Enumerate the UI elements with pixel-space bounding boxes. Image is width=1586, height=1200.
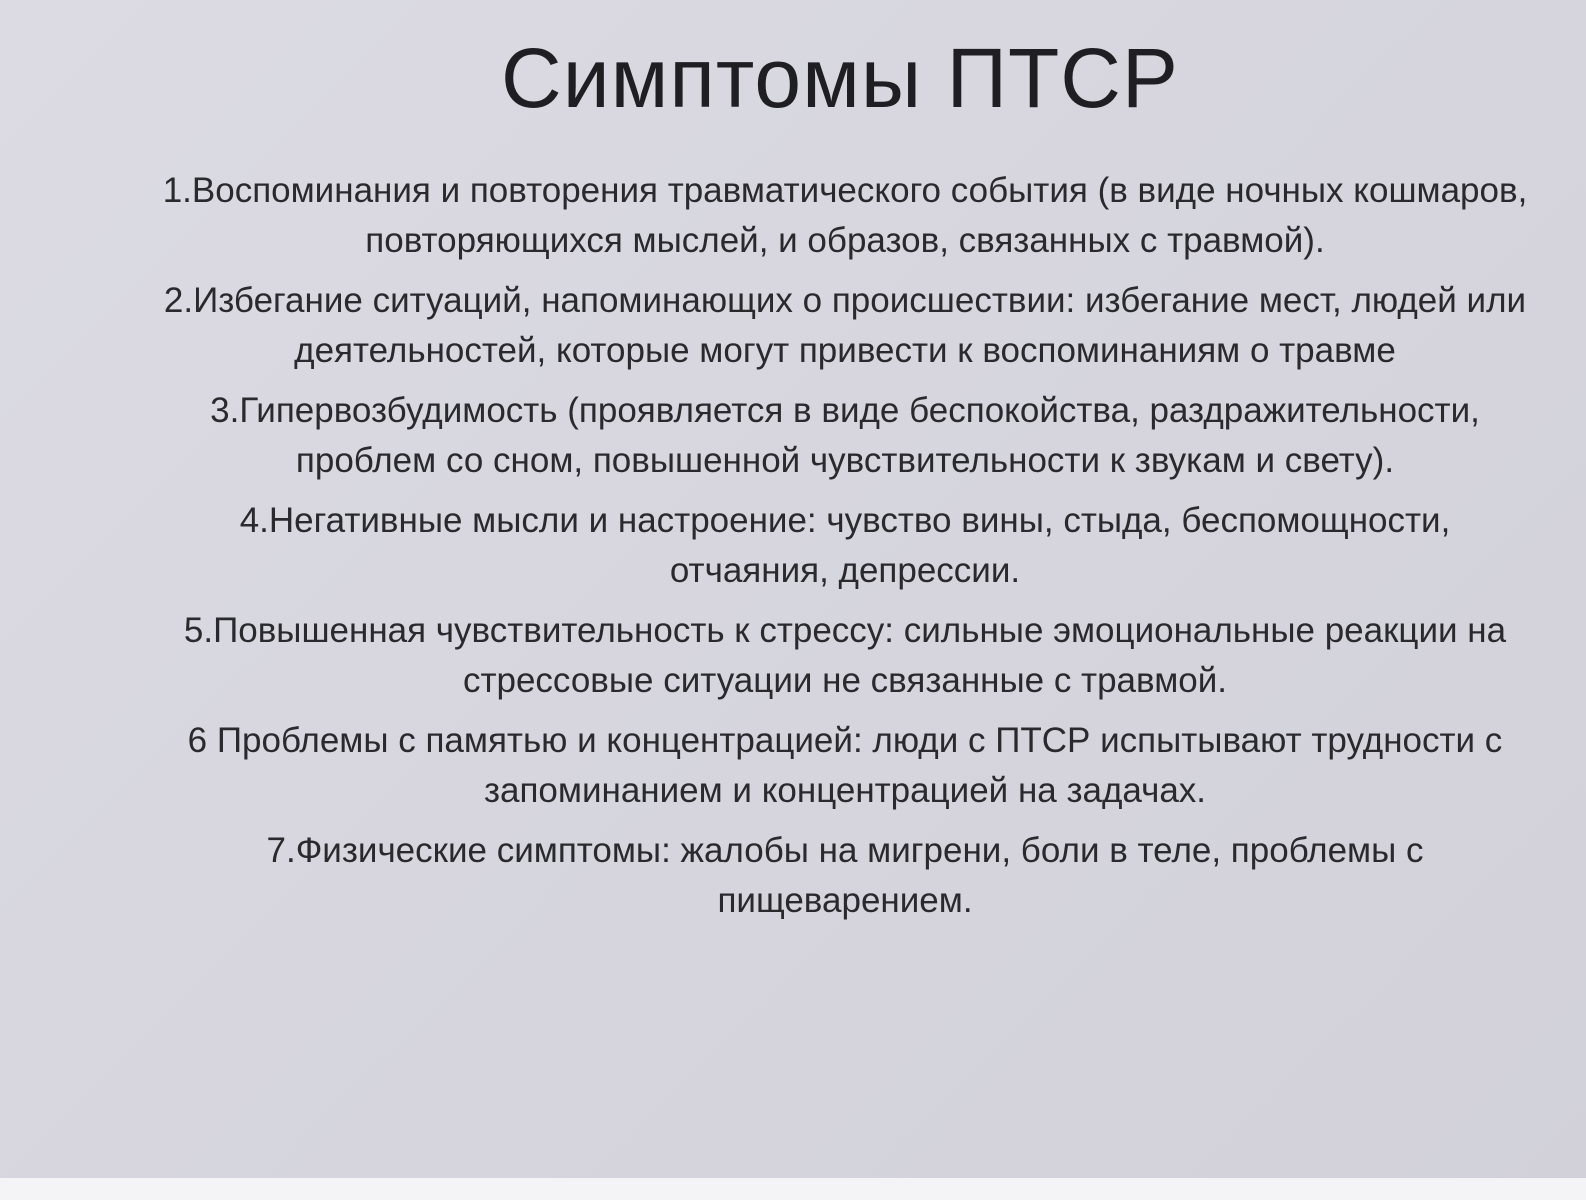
symptom-item-6: 6 Проблемы с памятью и концентрацией: люди с ПТСР испытывают трудности с запоминанием и концентрацией на задачах.: [187, 721, 1503, 810]
symptom-item-4: 4.Негативные мысли и настроение: чувство вины, стыда, беспомощности, отчаяния, депрессии.: [239, 501, 1451, 590]
symptom-item-7: 7.Физические симптомы: жалобы на мигрени, боли в теле, проблемы с пищеварением.: [266, 831, 1424, 920]
symptom-item-3: 3.Гипервозбудимость (проявляется в виде беспокойства, раздражительности, проблем со сном, повышенной чувствительности к звукам и свету).: [210, 391, 1480, 480]
document-title: Симптомы ПТСР: [501, 31, 1179, 125]
desk-surface: [0, 1178, 1586, 1200]
symptom-item-2: 2.Избегание ситуаций, напоминающих о происшествии: избегание мест, людей или деятельностей, которые могут привести к воспоминаниям о травме: [163, 281, 1527, 370]
symptom-item-1: 1.Воспоминания и повторения травматического события (в виде ночных кошмаров, повторяющихся мыслей, и образов, связанных с травмой).: [162, 171, 1528, 260]
symptom-list: [160, 166, 1530, 936]
symptom-item-5: 5.Повышенная чувствительность к стрессу: сильные эмоциональные реакции на стрессовые ситуации не связанные с травмой.: [183, 611, 1507, 700]
